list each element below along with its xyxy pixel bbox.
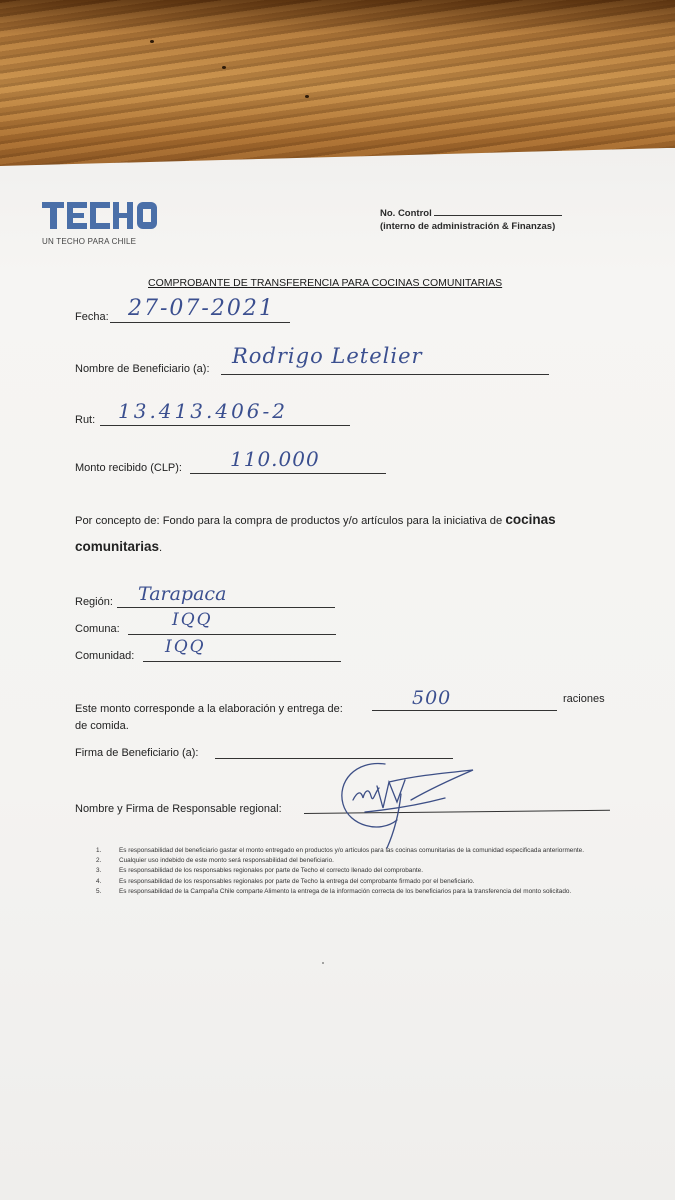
beneficiario-value: Rodrigo Letelier [232,344,423,368]
concept-bold: cocinas comunitarias [75,512,556,554]
paper-document [0,148,675,1200]
note-text: Es responsabilidad de los responsables regionales por parte de Techo la entrega del comprobante firmado por el beneficiario. [119,877,475,885]
fecha-line [110,322,290,323]
fecha-value: 27-07-2021 [128,296,275,321]
comunidad-label: Comunidad: [75,650,135,662]
raciones-suffix: raciones [563,693,605,705]
wood-knot [222,66,226,69]
document-title: COMPROBANTE DE TRANSFERENCIA PARA COCINAS COMUNITARIAS [148,277,503,289]
paper-speck [322,962,324,964]
region-value: Tarapaca [138,583,227,605]
note-number: 1. [96,847,102,854]
control-note: (interno de administración & Finanzas) [380,221,556,232]
note-item [96,887,621,897]
note-item [96,877,621,887]
monto-label: Monto recibido (CLP): [75,462,182,474]
monto-line [190,473,386,474]
region-label: Región: [75,596,113,608]
note-text: Es responsabilidad de la Campaña Chile comparte Alimento la entrega de la información correcta de los beneficiarios para la transferencia del monto solicitado. [119,887,572,895]
note-number: 2. [96,857,102,865]
rut-line [100,425,350,426]
comuna-line [128,634,336,635]
control-number-block [380,206,562,233]
concept-paragraph [75,507,615,561]
control-label: No. Control [380,208,432,219]
monto-value: 110.000 [230,447,320,471]
handwritten-signature [325,752,485,852]
logo-tagline: UN TECHO PARA CHILE [42,237,137,246]
raciones-line2: de comida. [75,720,129,732]
rut-value: 13.413.406-2 [118,399,288,423]
techo-logo [42,200,172,234]
note-text: Cualquier uso indebido de este monto será responsabilidad del beneficiario. [119,857,334,865]
raciones-line [372,710,557,711]
firma-beneficiario-label: Firma de Beneficiario (a): [75,747,199,759]
fecha-label: Fecha: [75,311,109,323]
wood-knot [305,95,309,98]
wood-knot [150,40,154,43]
raciones-label: Este monto corresponde a la elaboración y entrega de: [75,703,343,715]
note-item [96,846,621,856]
notes-list [96,846,621,897]
note-number: 5. [96,887,102,895]
rut-label: Rut: [75,414,96,426]
concept-text: Por concepto de: Fondo para la compra de productos y/o artículos para la iniciativa de [75,515,503,527]
control-number-line [434,206,562,216]
note-number: 3. [96,867,102,875]
beneficiario-label: Nombre de Beneficiario (a): [75,363,210,375]
comuna-value: IQQ [172,610,213,630]
note-number: 4. [96,877,102,885]
note-item [96,856,621,866]
comunidad-value: IQQ [165,637,206,657]
note-text: Es responsabilidad del beneficiario gastar el monto entregado en productos y/o artículos para las cocinas comunitarias de la comunidad especificada anteriormente. [119,847,585,854]
region-line [117,607,335,608]
beneficiario-line [221,374,549,375]
firma-responsable-label: Nombre y Firma de Responsable regional: [75,803,282,815]
comunidad-line [143,661,341,662]
concept-period: . [159,542,163,554]
raciones-value: 500 [412,687,452,709]
note-text: Es responsabilidad de los responsables regionales por parte de Techo el correcto llenado del comprobante. [119,867,423,875]
note-item [96,866,621,876]
comuna-label: Comuna: [75,623,120,635]
